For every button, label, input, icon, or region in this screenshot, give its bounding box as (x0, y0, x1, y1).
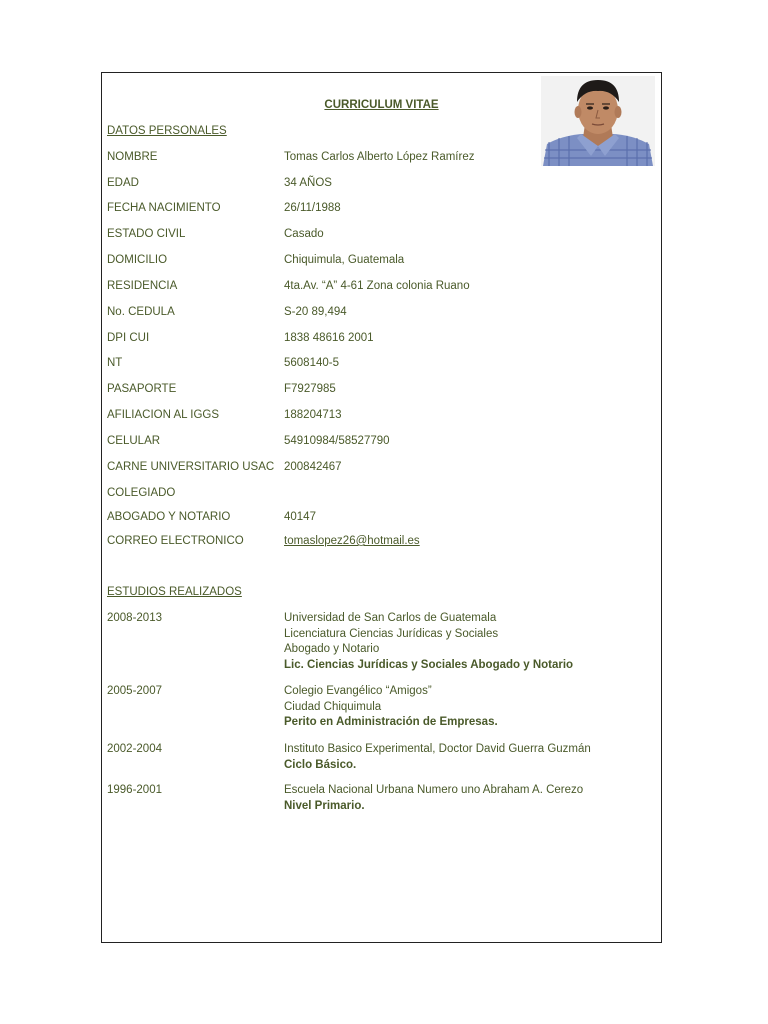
label-cedula: No. CEDULA (107, 306, 175, 318)
value-edad: 34 AÑOS (284, 177, 332, 189)
label-pasaporte: PASAPORTE (107, 383, 177, 395)
label-correo: CORREO ELECTRONICO (107, 535, 244, 547)
cv-title: CURRICULUM VITAE (324, 99, 439, 111)
value-residencia: 4ta.Av. “A” 4-61 Zona colonia Ruano (284, 280, 470, 292)
label-abogado-notario: ABOGADO Y NOTARIO (107, 511, 231, 523)
study-years: 2002-2004 (107, 743, 162, 755)
studies-heading: ESTUDIOS REALIZADOS (107, 586, 242, 598)
label-afiliacion-iggs: AFILIACION AL IGGS (107, 409, 220, 421)
label-celular: CELULAR (107, 435, 161, 447)
label-domicilio: DOMICILIO (107, 254, 168, 266)
label-estado-civil: ESTADO CIVIL (107, 228, 186, 240)
value-carne-universitario: 200842467 (284, 461, 342, 473)
study-degree: Nivel Primario. (284, 799, 365, 812)
personal-data-heading: DATOS PERSONALES (107, 125, 227, 137)
label-carne-universitario: CARNE UNIVERSITARIO USAC (107, 461, 275, 473)
value-estado-civil: Casado (284, 228, 324, 240)
value-abogado-notario: 40147 (284, 511, 316, 523)
study-line: Escuela Nacional Urbana Numero uno Abraham A. Cerezo (284, 784, 584, 796)
value-fecha-nacimiento: 26/11/1988 (284, 202, 341, 214)
study-degree: Lic. Ciencias Jurídicas y Sociales Abogado y Notario (284, 658, 574, 671)
label-nt: NT (107, 357, 123, 369)
email-link[interactable]: tomaslopez26@hotmail.es (284, 535, 420, 547)
study-line: Universidad de San Carlos de Guatemala (284, 612, 497, 624)
profile-photo-image (541, 76, 655, 166)
label-colegiado: COLEGIADO (107, 487, 176, 499)
label-nombre: NOMBRE (107, 151, 158, 163)
study-entry (284, 783, 583, 814)
profile-photo (541, 76, 655, 166)
study-degree: Perito en Administración de Empresas. (284, 716, 498, 728)
study-entry (284, 611, 573, 673)
study-years: 2008-2013 (107, 612, 162, 624)
label-residencia: RESIDENCIA (107, 280, 178, 292)
cv-page (101, 72, 662, 943)
study-line: Instituto Basico Experimental, Doctor David Guerra Guzmán (284, 743, 591, 755)
value-domicilio: Chiquimula, Guatemala (284, 254, 405, 266)
value-pasaporte: F7927985 (284, 383, 336, 395)
study-entry (284, 684, 498, 731)
study-line: Licenciatura Ciencias Jurídicas y Sociales (284, 627, 499, 640)
label-dpi-cui: DPI CUI (107, 332, 150, 344)
value-celular: 54910984/58527790 (284, 435, 390, 447)
study-line: Colegio Evangélico “Amigos” (284, 685, 432, 697)
value-nt: 5608140-5 (284, 357, 339, 369)
study-degree: Ciclo Básico. (284, 758, 357, 771)
label-edad: EDAD (107, 177, 139, 189)
value-dpi-cui: 1838 48616 2001 (284, 332, 374, 344)
study-years: 2005-2007 (107, 685, 162, 697)
study-line: Ciudad Chiquimula (284, 700, 382, 713)
value-afiliacion-iggs: 188204713 (284, 409, 342, 421)
label-fecha-nacimiento: FECHA NACIMIENTO (107, 202, 221, 214)
value-nombre: Tomas Carlos Alberto López Ramírez (284, 151, 475, 163)
study-entry (284, 742, 591, 773)
study-years: 1996-2001 (107, 784, 162, 796)
value-cedula: S-20 89,494 (284, 306, 347, 318)
study-line: Abogado y Notario (284, 643, 380, 655)
